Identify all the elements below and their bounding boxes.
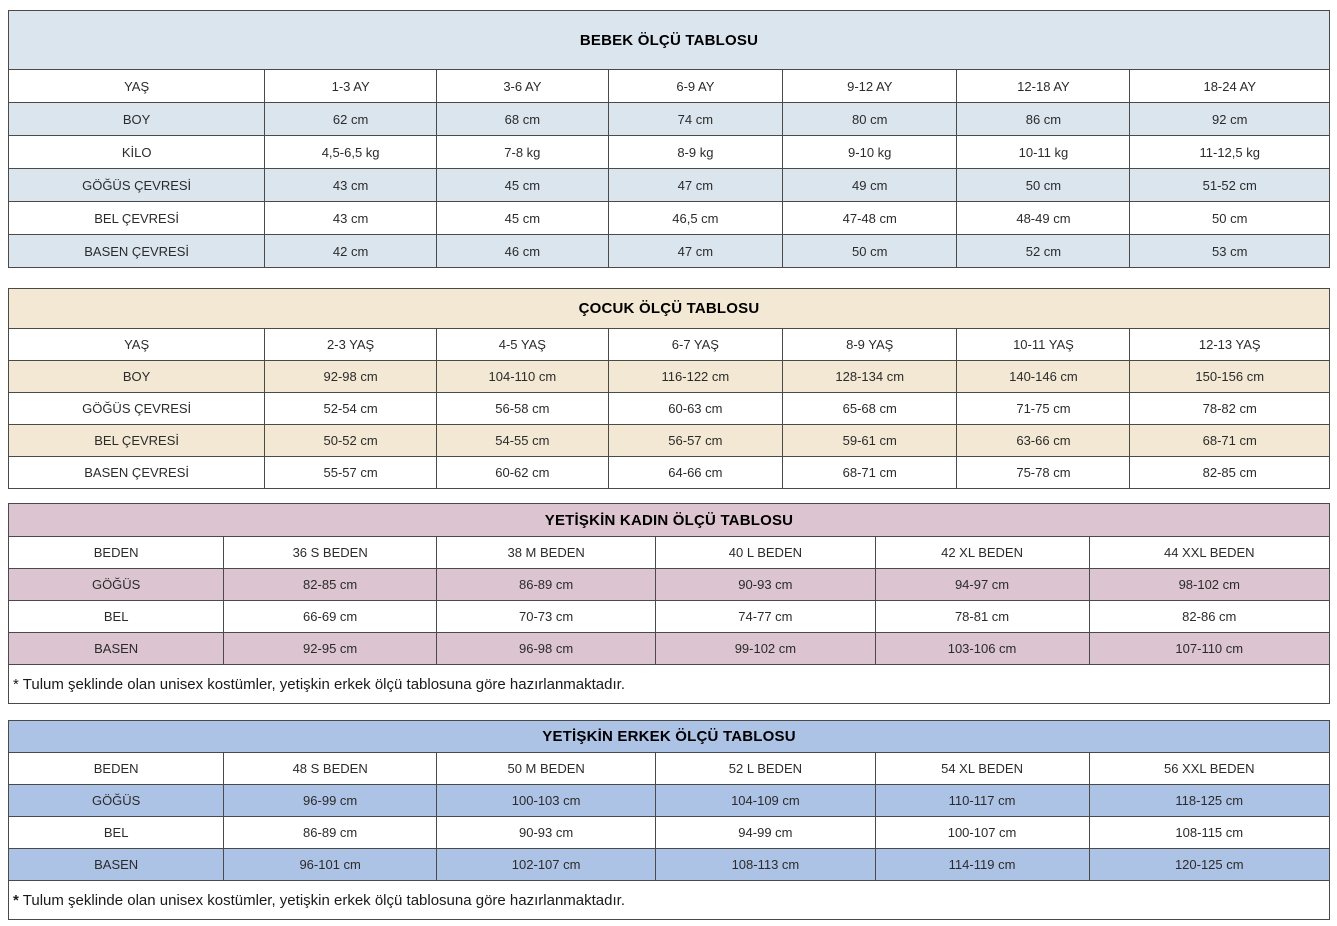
table-title-row	[9, 289, 1330, 329]
header-cell: 6-9 AY	[608, 70, 782, 103]
value-cell: 56-58 cm	[436, 393, 608, 425]
value-cell: 92-98 cm	[265, 361, 437, 393]
value-cell: 98-102 cm	[1089, 569, 1329, 601]
table-row	[9, 601, 1330, 633]
value-cell: 50 cm	[957, 169, 1130, 202]
value-cell: 102-107 cm	[436, 849, 655, 881]
table-row	[9, 425, 1330, 457]
row-label: BEL	[9, 601, 224, 633]
table-title: YETİŞKİN ERKEK ÖLÇÜ TABLOSU	[9, 721, 1330, 753]
value-cell: 52 cm	[957, 235, 1130, 268]
value-cell: 8-9 kg	[608, 136, 782, 169]
value-cell: 108-113 cm	[656, 849, 875, 881]
value-cell: 55-57 cm	[265, 457, 437, 489]
row-label: BOY	[9, 103, 265, 136]
footnote-row	[9, 665, 1330, 704]
value-cell: 7-8 kg	[436, 136, 608, 169]
value-cell: 96-99 cm	[224, 785, 437, 817]
value-cell: 104-110 cm	[436, 361, 608, 393]
size-table-cocuk	[8, 288, 1330, 489]
header-cell: 12-18 AY	[957, 70, 1130, 103]
table-row	[9, 393, 1330, 425]
value-cell: 43 cm	[265, 202, 437, 235]
value-cell: 128-134 cm	[783, 361, 957, 393]
row-label: BEDEN	[9, 753, 224, 785]
row-label: BEDEN	[9, 537, 224, 569]
value-cell: 96-98 cm	[436, 633, 655, 665]
row-label: YAŞ	[9, 70, 265, 103]
value-cell: 59-61 cm	[783, 425, 957, 457]
table-title: ÇOCUK ÖLÇÜ TABLOSU	[9, 289, 1330, 329]
value-cell: 60-63 cm	[608, 393, 782, 425]
value-cell: 54-55 cm	[436, 425, 608, 457]
value-cell: 45 cm	[436, 169, 608, 202]
header-cell: 38 M BEDEN	[436, 537, 655, 569]
header-row	[9, 753, 1330, 785]
value-cell: 4,5-6,5 kg	[265, 136, 437, 169]
size-table-erkek	[8, 720, 1330, 920]
value-cell: 64-66 cm	[608, 457, 782, 489]
table-row	[9, 457, 1330, 489]
value-cell: 118-125 cm	[1089, 785, 1329, 817]
value-cell: 99-102 cm	[656, 633, 875, 665]
value-cell: 65-68 cm	[783, 393, 957, 425]
header-cell: 54 XL BEDEN	[875, 753, 1089, 785]
value-cell: 92-95 cm	[224, 633, 437, 665]
value-cell: 50-52 cm	[265, 425, 437, 457]
table-row	[9, 785, 1330, 817]
footnote-row	[9, 881, 1330, 920]
row-label: BASEN ÇEVRESİ	[9, 235, 265, 268]
table-row	[9, 235, 1330, 268]
header-cell: 1-3 AY	[265, 70, 437, 103]
header-cell: 36 S BEDEN	[224, 537, 437, 569]
value-cell: 53 cm	[1130, 235, 1330, 268]
value-cell: 80 cm	[783, 103, 957, 136]
header-cell: 52 L BEDEN	[656, 753, 875, 785]
value-cell: 78-81 cm	[875, 601, 1089, 633]
value-cell: 48-49 cm	[957, 202, 1130, 235]
table-row	[9, 817, 1330, 849]
size-table-kadin	[8, 503, 1330, 704]
row-label: GÖĞÜS ÇEVRESİ	[9, 393, 265, 425]
header-cell: 4-5 YAŞ	[436, 329, 608, 361]
footnote-text: Tulum şeklinde olan unisex kostümler, yetişkin erkek ölçü tablosuna göre hazırlanmaktadır.	[18, 675, 625, 693]
footnote-cell	[9, 881, 1330, 920]
header-cell: 42 XL BEDEN	[875, 537, 1089, 569]
value-cell: 45 cm	[436, 202, 608, 235]
value-cell: 74 cm	[608, 103, 782, 136]
header-cell: 10-11 YAŞ	[957, 329, 1130, 361]
table-row	[9, 169, 1330, 202]
header-cell: 56 XXL BEDEN	[1089, 753, 1329, 785]
value-cell: 42 cm	[265, 235, 437, 268]
table-row	[9, 136, 1330, 169]
value-cell: 107-110 cm	[1089, 633, 1329, 665]
value-cell: 47-48 cm	[783, 202, 957, 235]
value-cell: 71-75 cm	[957, 393, 1130, 425]
value-cell: 51-52 cm	[1130, 169, 1330, 202]
table-title-row	[9, 504, 1330, 537]
row-label: BEL	[9, 817, 224, 849]
table-title: BEBEK ÖLÇÜ TABLOSU	[9, 11, 1330, 70]
value-cell: 52-54 cm	[265, 393, 437, 425]
value-cell: 10-11 kg	[957, 136, 1130, 169]
value-cell: 82-85 cm	[224, 569, 437, 601]
header-cell: 8-9 YAŞ	[783, 329, 957, 361]
header-cell: 40 L BEDEN	[656, 537, 875, 569]
value-cell: 86-89 cm	[224, 817, 437, 849]
value-cell: 66-69 cm	[224, 601, 437, 633]
value-cell: 86 cm	[957, 103, 1130, 136]
header-cell: 44 XXL BEDEN	[1089, 537, 1329, 569]
value-cell: 150-156 cm	[1130, 361, 1330, 393]
header-cell: 9-12 AY	[783, 70, 957, 103]
value-cell: 70-73 cm	[436, 601, 655, 633]
header-cell: 18-24 AY	[1130, 70, 1330, 103]
value-cell: 50 cm	[783, 235, 957, 268]
value-cell: 94-99 cm	[656, 817, 875, 849]
value-cell: 94-97 cm	[875, 569, 1089, 601]
value-cell: 116-122 cm	[608, 361, 782, 393]
value-cell: 86-89 cm	[436, 569, 655, 601]
value-cell: 68-71 cm	[783, 457, 957, 489]
table-title-row	[9, 11, 1330, 70]
table-row	[9, 103, 1330, 136]
value-cell: 82-86 cm	[1089, 601, 1329, 633]
row-label: GÖĞÜS	[9, 569, 224, 601]
value-cell: 56-57 cm	[608, 425, 782, 457]
value-cell: 43 cm	[265, 169, 437, 202]
value-cell: 96-101 cm	[224, 849, 437, 881]
value-cell: 110-117 cm	[875, 785, 1089, 817]
value-cell: 60-62 cm	[436, 457, 608, 489]
header-row	[9, 329, 1330, 361]
row-label: BASEN	[9, 633, 224, 665]
value-cell: 140-146 cm	[957, 361, 1130, 393]
value-cell: 103-106 cm	[875, 633, 1089, 665]
value-cell: 63-66 cm	[957, 425, 1130, 457]
value-cell: 74-77 cm	[656, 601, 875, 633]
row-label: BASEN ÇEVRESİ	[9, 457, 265, 489]
value-cell: 90-93 cm	[656, 569, 875, 601]
value-cell: 9-10 kg	[783, 136, 957, 169]
value-cell: 46 cm	[436, 235, 608, 268]
table-title-row	[9, 721, 1330, 753]
value-cell: 68 cm	[436, 103, 608, 136]
header-cell: 48 S BEDEN	[224, 753, 437, 785]
row-label: BOY	[9, 361, 265, 393]
header-row	[9, 537, 1330, 569]
value-cell: 50 cm	[1130, 202, 1330, 235]
value-cell: 78-82 cm	[1130, 393, 1330, 425]
value-cell: 46,5 cm	[608, 202, 782, 235]
row-label: BASEN	[9, 849, 224, 881]
header-cell: 50 M BEDEN	[436, 753, 655, 785]
value-cell: 11-12,5 kg	[1130, 136, 1330, 169]
row-label: KİLO	[9, 136, 265, 169]
value-cell: 90-93 cm	[436, 817, 655, 849]
value-cell: 49 cm	[783, 169, 957, 202]
table-row	[9, 361, 1330, 393]
value-cell: 47 cm	[608, 169, 782, 202]
value-cell: 108-115 cm	[1089, 817, 1329, 849]
value-cell: 62 cm	[265, 103, 437, 136]
value-cell: 47 cm	[608, 235, 782, 268]
header-row	[9, 70, 1330, 103]
size-table-bebek	[8, 10, 1330, 268]
value-cell: 75-78 cm	[957, 457, 1130, 489]
table-title: YETİŞKİN KADIN ÖLÇÜ TABLOSU	[9, 504, 1330, 537]
value-cell: 104-109 cm	[656, 785, 875, 817]
row-label: BEL ÇEVRESİ	[9, 425, 265, 457]
table-row	[9, 569, 1330, 601]
value-cell: 120-125 cm	[1089, 849, 1329, 881]
table-row	[9, 849, 1330, 881]
value-cell: 68-71 cm	[1130, 425, 1330, 457]
row-label: YAŞ	[9, 329, 265, 361]
table-row	[9, 633, 1330, 665]
row-label: GÖĞÜS ÇEVRESİ	[9, 169, 265, 202]
value-cell: 100-103 cm	[436, 785, 655, 817]
value-cell: 100-107 cm	[875, 817, 1089, 849]
row-label: GÖĞÜS	[9, 785, 224, 817]
value-cell: 114-119 cm	[875, 849, 1089, 881]
value-cell: 92 cm	[1130, 103, 1330, 136]
header-cell: 3-6 AY	[436, 70, 608, 103]
header-cell: 12-13 YAŞ	[1130, 329, 1330, 361]
table-row	[9, 202, 1330, 235]
footnote-asterisk: *	[13, 675, 19, 693]
footnote-text: Tulum şeklinde olan unisex kostümler, yetişkin erkek ölçü tablosuna göre hazırlanmaktadır.	[18, 891, 625, 909]
value-cell: 82-85 cm	[1130, 457, 1330, 489]
header-cell: 6-7 YAŞ	[608, 329, 782, 361]
footnote-asterisk: *	[13, 891, 19, 909]
header-cell: 2-3 YAŞ	[265, 329, 437, 361]
row-label: BEL ÇEVRESİ	[9, 202, 265, 235]
footnote-cell	[9, 665, 1330, 704]
